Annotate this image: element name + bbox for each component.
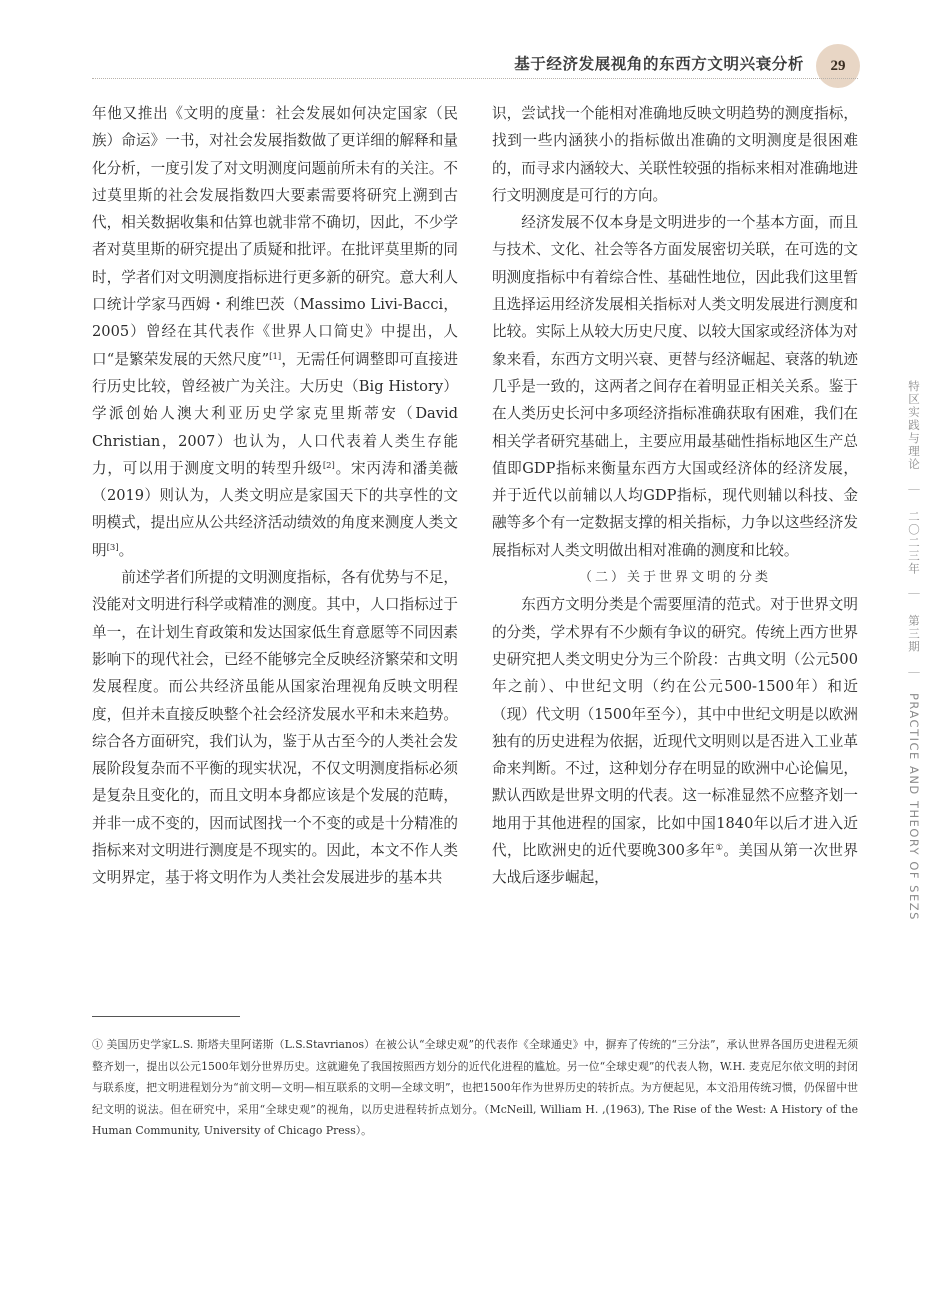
citation-ref[interactable]: [1] (269, 351, 282, 362)
paragraph: 年他又推出《文明的度量：社会发展如何决定国家（民族）命运》一书，对社会发展指数做了更详细的解释和量化分析，一度引发了对文明测度问题前所未有的关注。不过莫里斯的社会发展指数四大要素需要将研究上溯到古代，相关数据收集和估算也就非常不确切，因此，不少学者对莫里斯的研究提出了质疑和批评。在批评莫里斯的同时，学者们对文明测度指标进行更多新的研究。意大利人口统计学家马西姆・利维巴茨（Massimo Livi-Bacci，2005）曾经在其代表作《世界人口简史》中提出，人口“是繁荣发展的天然尺度”[1]，无需任何调整即可直接进行历史比较，曾经被广为关注。大历史（Big History）学派创始人澳大利亚历史学家克里斯蒂安（David Christian，2007）也认为，人口代表着人类生存能力，可以用于测度文明的转型升级[2]。宋丙涛和潘美薇（2019）则认为，人类文明应是家国天下的共享性的文明模式，提出应从公共经济活动绩效的角度来测度人类文明[3]。 (92, 105, 458, 559)
journal-name-cn: 特区实践与理论 (907, 380, 921, 471)
journal-name-en: PRACTICE AND THEORY OF SEZS (907, 692, 921, 921)
right-column (492, 100, 858, 892)
citation-ref[interactable]: [2] (322, 460, 335, 471)
footnote (92, 1034, 858, 1142)
section-heading: （二）关于世界文明的分类 (578, 570, 771, 586)
header-divider (92, 78, 858, 79)
journal-year: 二〇二三年 (907, 510, 921, 576)
page-number: 29 (816, 44, 860, 88)
paragraph: 东西方文明分类是个需要厘清的范式。对于世界文明的分类，学术界有不少颇有争议的研究。传统上西方世界史研究把人类文明史分为三个阶段：古典文明（公元500年之前）、中世纪文明（约在公元500-1500年）和近（现）代文明（1500年至今），其中中世纪文明是以欧洲独有的历史进程为依据，近现代文明则以是否进入工业革命来判断。不过，这种划分存在明显的欧洲中心论偏见，默认西欧是世界文明的代表。这一标准显然不应整齐划一地用于其他进程的国家，比如中国1840年以后才进入近代，比欧洲史的近代要晚300多年①。美国从第一次世界大战后逐步崛起， (492, 596, 858, 887)
journal-issue: 第三期 (907, 614, 921, 654)
paragraph: 经济发展不仅本身是文明进步的一个基本方面，而且与技术、文化、社会等各方面发展密切关联，在可选的文明测度指标中有着综合性、基础性地位，因此我们这里暂且选择运用经济发展相关指标对人类文明发展进行测度和比较。实际上从较大历史尺度、以较大国家或经济体为对象来看，东西方文明兴衰、更替与经济崛起、衰落的轨迹几乎是一致的，这两者之间存在着明显正相关关系。鉴于在人类历史长河中多项经济指标准确获取有困难，我们在相关学者研究基础上，主要应用最基础性指标地区生产总值即GDP指标来衡量东西方大国或经济体的经济发展，并于近代以前辅以人均GDP指标，现代则辅以科技、金融等多个有一定数据支撑的相关指标，力争以这些经济发展指标对人类文明做出相对准确的测度和比较。 (492, 214, 858, 559)
side-journal-label: 特区实践与理论 ｜ 二〇二三年 ｜ 第三期 ｜ PRACTICE AND THEORY OF SEZS (907, 380, 921, 921)
paragraph: 前述学者们所提的文明测度指标，各有优势与不足，没能对文明进行科学或精准的测度。其中，人口指标过于单一，在计划生育政策和发达国家低生育意愿等不同因素影响下的现代社会，已经不能够完全反映经济繁荣和文明发展程度。而公共经济虽能从国家治理视角反映文明程度，但并未直接反映整个社会经济发展水平和未来趋势。综合各方面研究，我们认为，鉴于从古至今的人类社会发展阶段复杂而不平衡的现实状况，不仅文明测度指标必须是复杂且变化的，而且文明本身都应该是个发展的范畴，并非一成不变的，因而试图找一个不变的或是十分精准的指标来对文明进行测度是不现实的。因此，本文不作人类文明界定，基于将文明作为人类社会发展进步的基本共 (92, 569, 458, 887)
citation-ref[interactable]: [3] (106, 542, 119, 553)
footnote-divider (92, 1016, 240, 1017)
footnote-text: ① 美国历史学家L.S. 斯塔夫里阿诺斯（L.S.Stavrianos）在被公认“全球史观”的代表作《全球通史》中，摒弃了传统的“三分法”，承认世界各国历史进程无须整齐划一，提出以公元1500年划分世界历史。这就避免了我国按照西方划分的近代化进程的尴尬。另一位“全球史观”的代表人物，W.H. 麦克尼尔依文明的封闭与联系度，把文明进程划分为“前文明—文明—相互联系的文明—全球文明”，也把1500年作为世界历史的转折点。为方便起见，本文沿用传统习惯，仍保留中世纪文明的说法。但在研究中，采用“全球史观”的视角，以历史进程转折点划分。（McNeill, William H. ,(1963), The Rise of the West: A History of the Human Community, University of Chicago Press）。 (92, 1038, 858, 1137)
left-column (92, 100, 458, 892)
footnote-ref[interactable]: ① (715, 843, 724, 854)
paragraph: 识，尝试找一个能相对准确地反映文明趋势的测度指标，找到一些内涵狭小的指标做出准确的文明测度是很困难的，而寻求内涵较大、关联性较强的指标来相对准确地进行文明测度是可行的方向。 (492, 105, 858, 204)
running-title: 基于经济发展视角的东西方文明兴衰分析 (514, 54, 804, 73)
